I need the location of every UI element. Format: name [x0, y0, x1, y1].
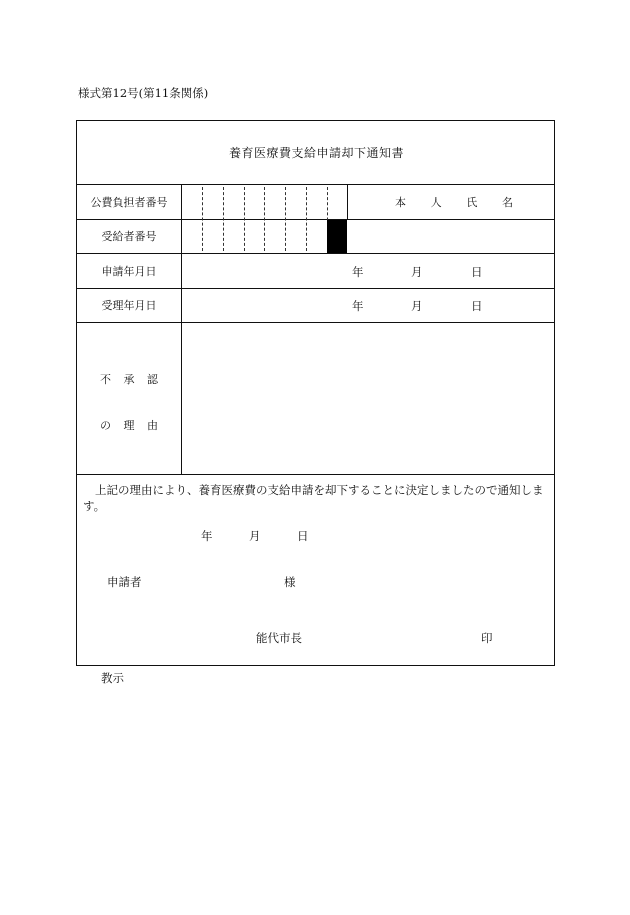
issuer-label: 能代市長 [256, 631, 302, 645]
notice-section [77, 475, 553, 664]
person-name-char: 人 [430, 195, 442, 209]
form-title: 養育医療費支給申請却下通知書 [228, 146, 404, 160]
reason-char: 理 [123, 419, 135, 432]
application-month-label: 月 [411, 265, 423, 279]
public-payer-number-label: 公費負担者番号 [90, 195, 168, 209]
reason-char: 認 [147, 373, 158, 386]
label-column-rule [181, 184, 182, 474]
digit-separator [264, 187, 265, 251]
notice-month-label: 月 [249, 529, 261, 543]
notice-form [76, 120, 555, 666]
application-day-label: 日 [471, 265, 483, 279]
reason-char: の [100, 419, 111, 432]
person-name-label [395, 184, 513, 219]
reason-label-line2 [100, 417, 158, 433]
notice-day-label: 日 [297, 529, 309, 543]
digit-separator [306, 187, 307, 251]
receipt-day-label: 日 [471, 299, 483, 313]
person-name-char: 本 [395, 195, 406, 209]
blacked-out-digit [327, 220, 347, 253]
reason-char: 不 [100, 373, 111, 386]
application-date-label: 申請年月日 [101, 264, 157, 278]
recipient-number-label: 受給者番号 [101, 230, 157, 243]
person-name-char: 氏 [466, 195, 478, 209]
digit-separator [285, 187, 286, 251]
reason-char: 承 [123, 373, 135, 386]
footnote-label: 教示 [101, 671, 124, 685]
receipt-year-label: 年 [352, 299, 364, 313]
application-year-label: 年 [352, 265, 364, 279]
rule [77, 322, 554, 323]
applicant-label: 申請者 [107, 575, 142, 589]
receipt-month-label: 月 [411, 299, 423, 313]
reason-char: 由 [147, 419, 158, 432]
digit-separator [223, 187, 224, 251]
form-number: 様式第12号(第11条関係) [78, 86, 209, 100]
honorific-label: 様 [284, 575, 296, 589]
notice-year-label: 年 [201, 529, 213, 543]
digit-separator [244, 187, 245, 251]
person-name-char: 名 [501, 195, 513, 209]
digit-separator [202, 187, 203, 251]
name-column-rule [347, 184, 348, 219]
seal-label: 印 [481, 631, 493, 645]
notice-text: 上記の理由により、養育医療費の支給申請を却下することに決定しましたので通知します。 [83, 483, 544, 513]
receipt-date-label: 受理年月日 [101, 299, 157, 312]
reason-label-line1 [100, 371, 158, 387]
